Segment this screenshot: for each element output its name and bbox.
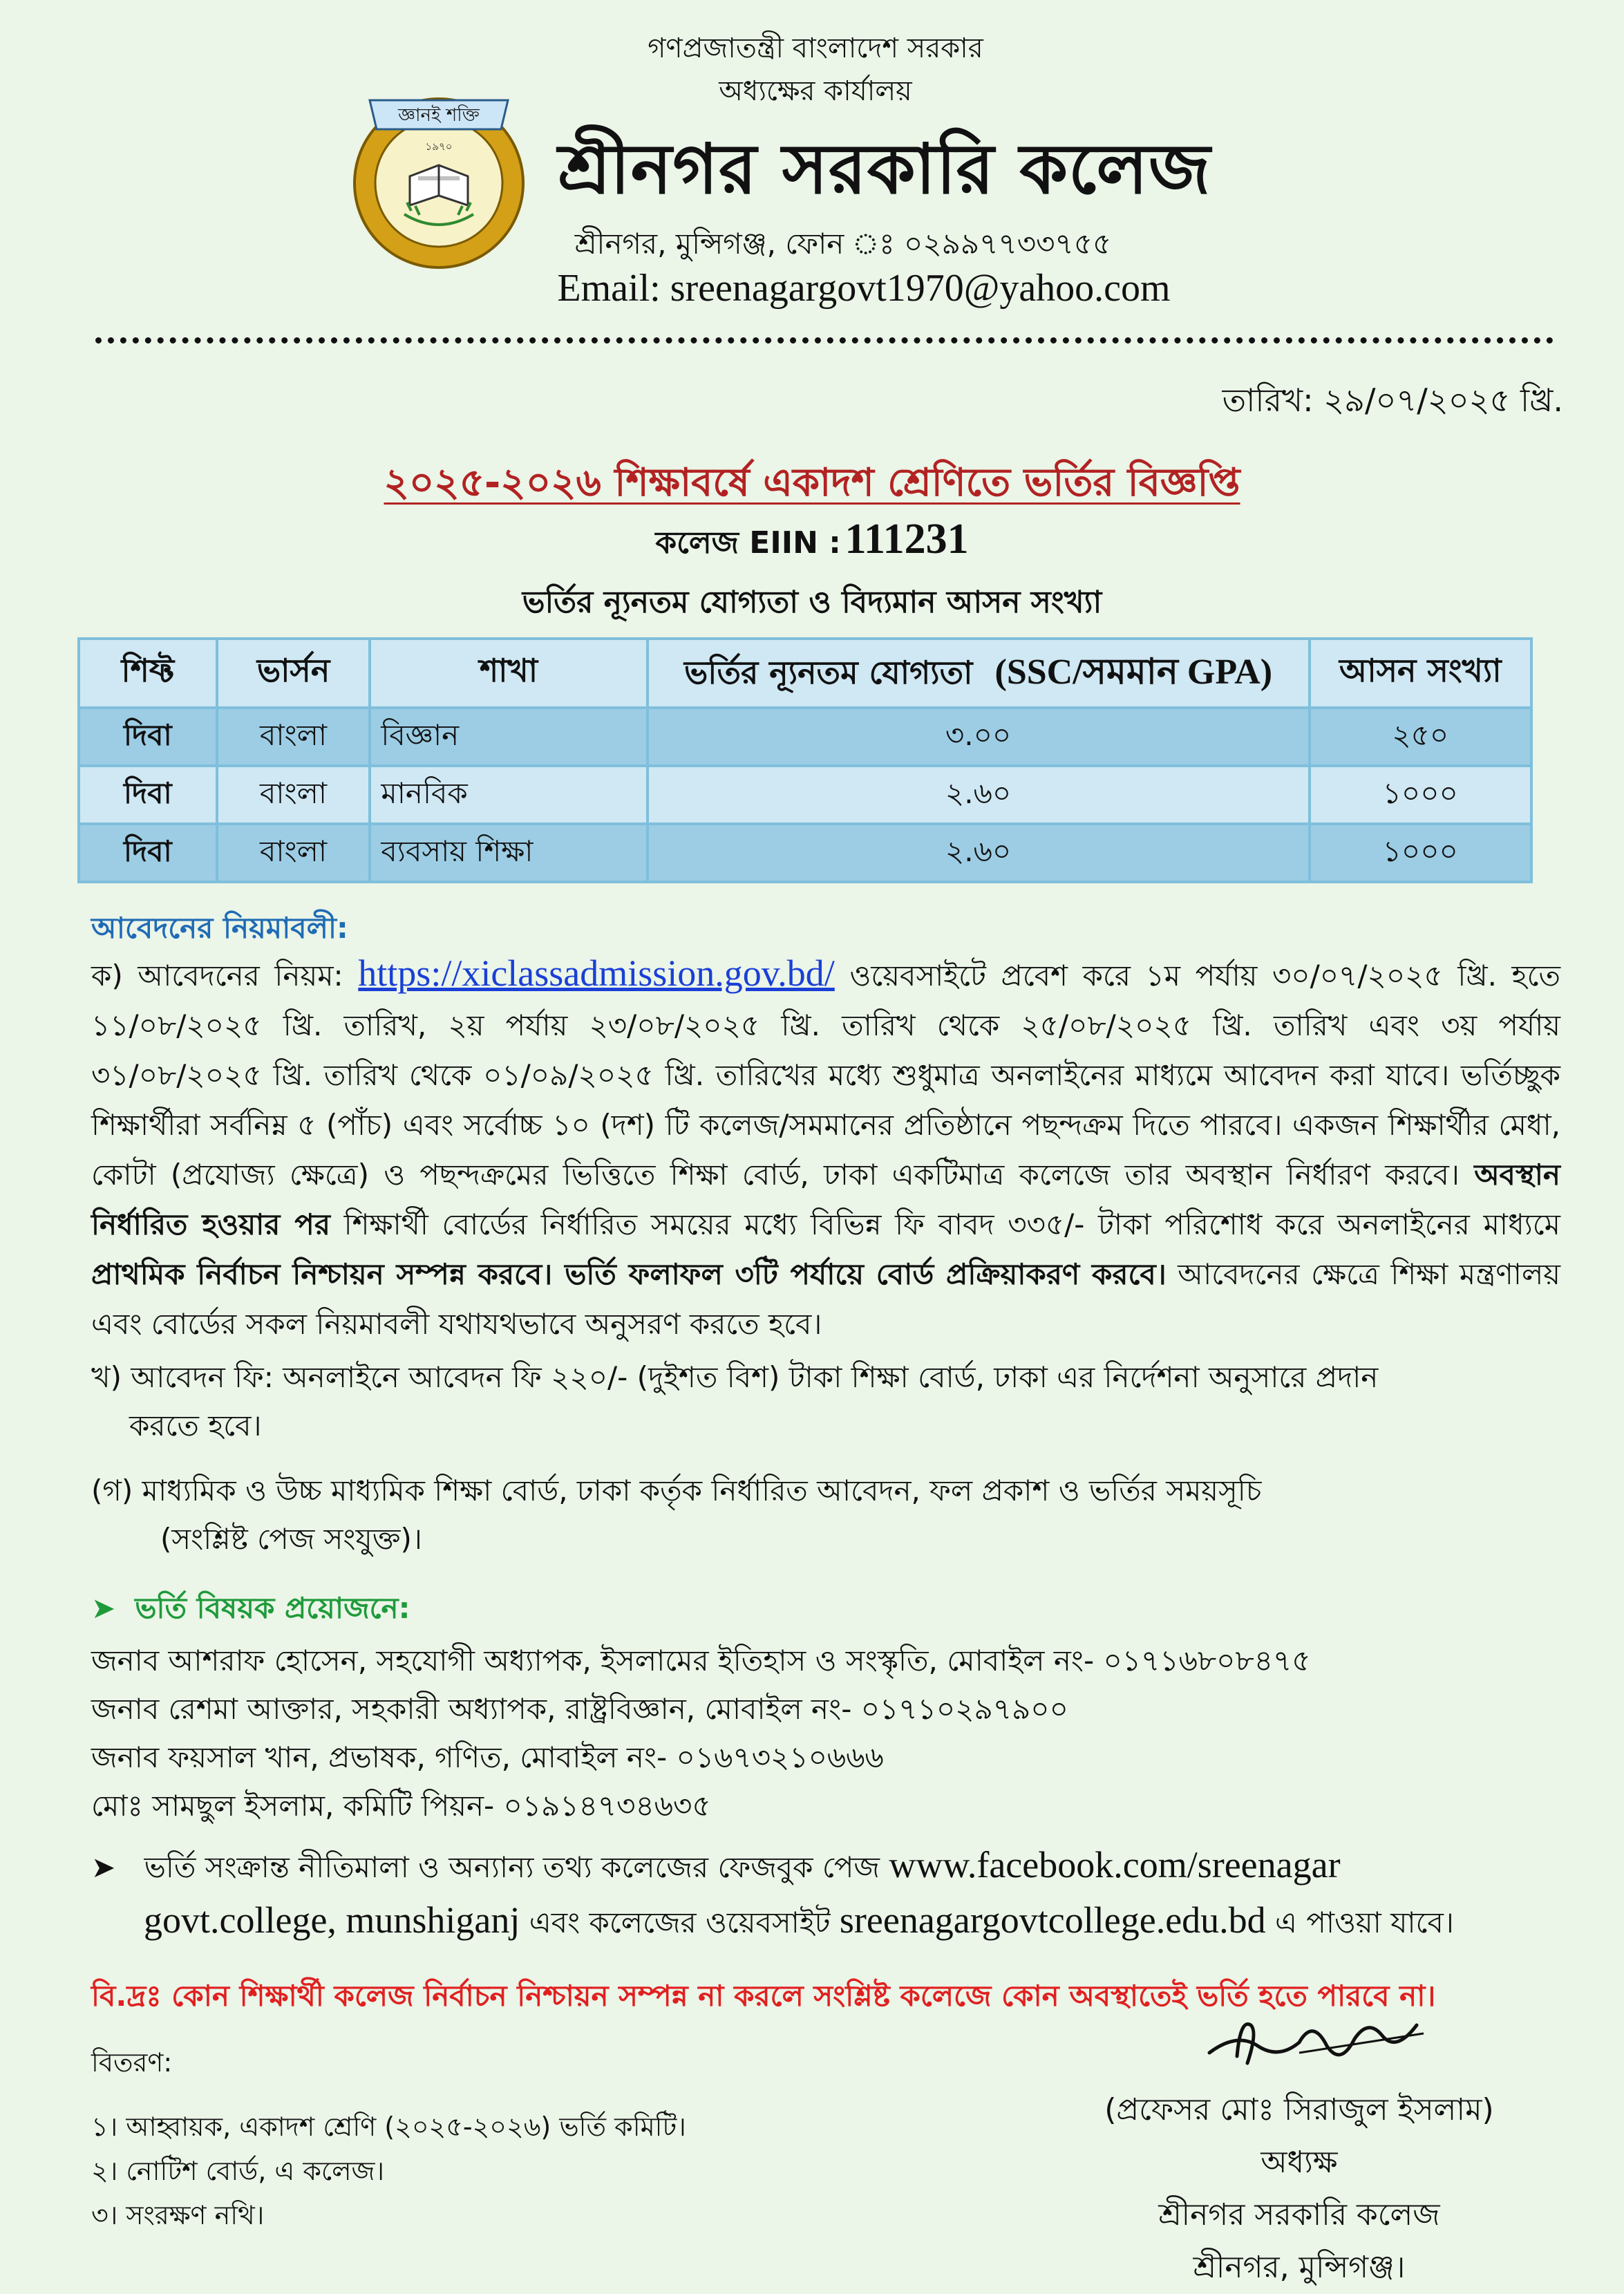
rule-a-text3: আবেদনের ক্ষেত্রে শিক্ষা মন্ত্রণালয় এবং বোর্ডের সকল নিয়মাবলী যথাযথভাবে অনুসরণ করতে হবে।: [91, 1257, 1560, 1341]
notice-title: ২০২৫-২০২৬ শিক্ষাবর্ষে একাদশ শ্রেণিতে ভর্তির বিজ্ঞপ্তি: [384, 460, 1240, 505]
contact-heading: ➤ ভর্তি বিষয়ক প্রয়োজনে:: [91, 1591, 410, 1625]
rule-b-line1: খ) আবেদন ফি: অনলাইনে আবেদন ফি ২২০/- (দুইশত বিশ) টাকা শিক্ষা বোর্ড, ঢাকা এর নির্দেশনা অনুসারে প্রদান: [91, 1360, 1379, 1394]
eiin-line: [0, 515, 1624, 570]
signatory-name: (প্রফেসর মোঃ সিরাজুল ইসলাম): [1104, 2092, 1494, 2127]
nb-note: বি.দ্রঃ কোন শিক্ষার্থী কলেজ নির্বাচন নিশ্চায়ন সম্পন্ন না করলে সংশ্লিষ্ট কলেজে কোন অবস্থাতেই ভর্তি হতে পারবে না।: [91, 1979, 1436, 2013]
facebook-note: [91, 1839, 1563, 1949]
notice-date: তারিখ: ২৯/০৭/২০২৫ খ্রি.: [1222, 382, 1563, 419]
cell-shift: দিবা: [79, 824, 217, 882]
fb-note-text3: এ পাওয়া যাবে।: [1275, 1906, 1454, 1939]
distribution-list: [91, 2105, 686, 2237]
header-divider: [95, 337, 1554, 344]
table-header-row: [79, 639, 1531, 708]
fb-note-text2: এবং কলেজের ওয়েবসাইট: [529, 1906, 831, 1939]
cell-branch: বিজ্ঞান: [370, 708, 647, 766]
cell-seats: ২৫০: [1310, 708, 1531, 766]
cell-shift: দিবা: [79, 708, 217, 766]
rule-a-bold2: প্রাথমিক নির্বাচন নিশ্চায়ন সম্পন্ন করবে। ভর্তি ফলাফল ৩টি পর্যায়ে বোর্ড প্রক্রিয়াকরণ করবে।: [91, 1257, 1167, 1291]
principal-signature: [1196, 2004, 1431, 2080]
table-row: [79, 766, 1531, 824]
distribution-item: ২। নোটিশ বোর্ড, এ কলেজ।: [91, 2156, 385, 2186]
government-line: গণপ্রজাতন্ত্রী বাংলাদেশ সরকার: [648, 32, 983, 64]
distribution-item: ১। আহ্বায়ক, একাদশ শ্রেণি (২০২৫-২০২৬) ভর্তি কমিটি।: [91, 2112, 686, 2142]
logo-motto: জ্ঞানই শক্তি: [398, 105, 480, 126]
signatory-block: [1050, 2084, 1548, 2294]
cell-seats: ১০০০: [1310, 766, 1531, 824]
college-website: sreenagargovtcollege.edu.bd: [839, 1899, 1266, 1941]
cell-shift: দিবা: [79, 766, 217, 824]
signatory-college: শ্রীনগর সরকারি কলেজ: [1158, 2197, 1440, 2232]
header-branch: শাখা: [370, 639, 647, 708]
rule-a-bold1: অবস্থান নির্ধারিত হওয়ার পর: [91, 1158, 1560, 1241]
contact-item: জনাব রেশমা আক্তার, সহকারী অধ্যাপক, রাষ্ট্রবিজ্ঞান, মোবাইল নং- ০১৭১০২৯৭৯০০: [91, 1692, 1068, 1726]
email-line: Email: sreenagargovt1970@yahoo.com: [557, 267, 1171, 310]
college-logo: [342, 73, 536, 273]
signatory-designation: অধ্যক্ষ: [1261, 2145, 1338, 2180]
distribution-item: ৩। সংরক্ষণ নথি।: [91, 2200, 265, 2230]
rules-heading: আবেদনের নিয়মাবলী:: [91, 911, 348, 945]
facebook-url-continued: govt.college, munshiganj: [144, 1899, 520, 1941]
cell-gpa: ২.৬০: [648, 824, 1310, 882]
admission-website-link[interactable]: https://xiclassadmission.gov.bd/: [358, 952, 835, 994]
cell-gpa: ৩.০০: [648, 708, 1310, 766]
cell-version: বাংলা: [217, 766, 370, 824]
arrow-bullet-icon: ➤: [91, 1850, 116, 1884]
rule-c-line2: (সংশ্লিষ্ট পেজ সংযুক্ত)।: [160, 1522, 422, 1556]
signatory-location: শ্রীনগর, মুন্সিগঞ্জ।: [1193, 2250, 1406, 2285]
fb-note-text1: ভর্তি সংক্রান্ত নীতিমালা ও অন্যান্য তথ্য কলেজের ফেজবুক পেজ: [144, 1850, 880, 1884]
contact-list: [91, 1637, 1311, 1830]
address-line: শ্রীনগর, মুন্সিগঞ্জ, ফোন ঃ ০২৯৯৭৭৩৩৭৫৫: [574, 227, 1112, 261]
table-row: [79, 708, 1531, 766]
rule-a-paragraph: [91, 948, 1560, 1349]
rule-b-paragraph: [91, 1353, 1515, 1450]
header-version: ভার্সন: [217, 639, 370, 708]
cell-version: বাংলা: [217, 708, 370, 766]
rule-a-text1: ওয়েবসাইটে প্রবেশ করে ১ম পর্যায় ৩০/০৭/২০২৫ খ্রি. হতে ১১/০৮/২০২৫ খ্রি. তারিখ, ২য় পর্যায় ২৩/০৮/২০২৫ খ্রি. তারিখ থেকে ২৫/০৮/২০২৫ খ্রি. তারিখ এবং ৩য় পর্যায় ৩১/০৮/২০২৫ খ্রি. তারিখ থেকে ০১/০৯/২০২৫ খ্রি. তারিখের মধ্যে শুধুমাত্র অনলাইনের মাধ্যমে আবেদন করা যাবে। ভর্তিচ্ছুক শিক্ষার্থীরা সর্বনিম্ন ৫ (পাঁচ) এবং সর্বোচ্চ ১০ (দশ) টি কলেজ/সমমানের প্রতিষ্ঠানে পছন্দক্রম দিতে পারবে। একজন শিক্ষার্থীর মেধা, কোটা (প্রযোজ্য ক্ষেত্রে) ও পছন্দক্রমের ভিত্তিতে শিক্ষা বোর্ড, ঢাকা একটিমাত্র কলেজে তার অবস্থান নির্ধারণ করবে।: [91, 959, 1560, 1192]
contact-item: জনাব আশরাফ হোসেন, সহযোগী অধ্যাপক, ইসলামের ইতিহাস ও সংস্কৃতি, মোবাইল নং- ০১৭১৬৮০৮৪৭৫: [91, 1644, 1311, 1677]
office-line: অধ্যক্ষের কার্যালয়: [719, 75, 912, 107]
cell-gpa: ২.৬০: [648, 766, 1310, 824]
contact-item: মোঃ সামছুল ইসলাম, কমিটি পিয়ন- ০১৯১৪৭৩৪৬৩৫: [91, 1789, 711, 1823]
rule-c-paragraph: [91, 1467, 1515, 1563]
header-seats: আসন সংখ্যা: [1310, 639, 1531, 708]
rule-b-line2: করতে হবে।: [129, 1409, 262, 1442]
header-qualification: ভর্তির ন্যূনতম যোগ্যতা (SSC/সমমান GPA): [648, 639, 1310, 708]
cell-branch: ব্যবসায় শিক্ষা: [370, 824, 647, 882]
arrow-bullet-icon: ➤: [91, 1591, 116, 1625]
cell-version: বাংলা: [217, 824, 370, 882]
eiin-label: কলেজ EIIN :: [655, 525, 841, 561]
table-row: [79, 824, 1531, 882]
cell-branch: মানবিক: [370, 766, 647, 824]
cell-seats: ১০০০: [1310, 824, 1531, 882]
college-name: শ্রীনগর সরকারি কলেজ: [558, 128, 1211, 209]
rule-a-text2: শিক্ষার্থী বোর্ডের নির্ধারিত সময়ের মধ্যে বিভিন্ন ফি বাবদ ৩৩৫/- টাকা পরিশোধ করে অনলাইনের মাধ্যমে: [343, 1207, 1560, 1241]
contact-item: জনাব ফয়সাল খান, প্রভাষক, গণিত, মোবাইল নং- ০১৬৭৩২১০৬৬৬: [91, 1740, 884, 1774]
admission-table: [77, 637, 1533, 883]
facebook-url: www.facebook.com/sreenagar: [889, 1844, 1341, 1886]
rule-c-line1: (গ) মাধ্যমিক ও উচ্চ মাধ্যমিক শিক্ষা বোর্ড, ঢাকা কর্তৃক নির্ধারিত আবেদন, ফল প্রকাশ ও ভর্তির সময়সূচি: [91, 1474, 1262, 1507]
header-shift: শিফ্ট: [79, 639, 217, 708]
table-heading: ভর্তির ন্যূনতম যোগ্যতা ও বিদ্যমান আসন সংখ্যা: [522, 585, 1102, 620]
rule-a-prefix: ক) আবেদনের নিয়ম:: [91, 959, 343, 993]
logo-year: ১৯৭০: [425, 140, 453, 153]
eiin-value: 111231: [844, 516, 969, 563]
distribution-label: বিতরণ:: [91, 2047, 173, 2078]
